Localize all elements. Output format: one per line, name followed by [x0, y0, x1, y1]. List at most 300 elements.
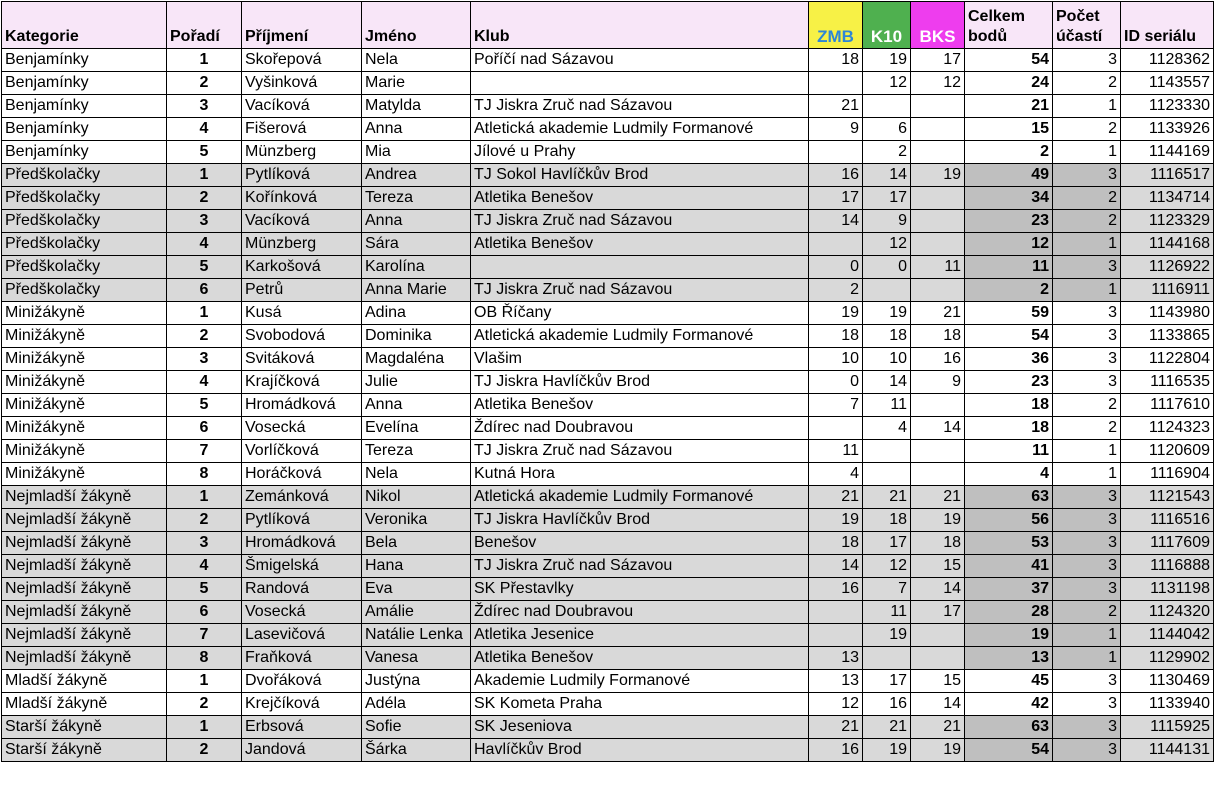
cell-zmb[interactable] — [809, 601, 863, 624]
cell-pocet-ucasti[interactable]: 3 — [1053, 371, 1121, 394]
cell-poradi[interactable]: 6 — [167, 279, 242, 302]
cell-celkem-bodu[interactable]: 54 — [965, 739, 1053, 762]
cell-prijmeni[interactable]: Erbsová — [242, 716, 362, 739]
cell-k10[interactable] — [863, 95, 911, 118]
cell-pocet-ucasti[interactable]: 1 — [1053, 141, 1121, 164]
cell-prijmeni[interactable]: Vosecká — [242, 417, 362, 440]
cell-kategorie[interactable]: Nejmladší žákyně — [2, 601, 167, 624]
cell-poradi[interactable]: 2 — [167, 509, 242, 532]
header-poradi[interactable]: Pořadí — [167, 2, 242, 49]
cell-bks[interactable]: 19 — [911, 739, 965, 762]
cell-klub[interactable]: Atletika Benešov — [471, 187, 809, 210]
cell-celkem-bodu[interactable]: 63 — [965, 486, 1053, 509]
cell-zmb[interactable]: 17 — [809, 187, 863, 210]
cell-klub[interactable]: Atletika Benešov — [471, 647, 809, 670]
cell-bks[interactable]: 21 — [911, 716, 965, 739]
cell-prijmeni[interactable]: Skořepová — [242, 49, 362, 72]
cell-pocet-ucasti[interactable]: 2 — [1053, 417, 1121, 440]
cell-pocet-ucasti[interactable]: 3 — [1053, 164, 1121, 187]
cell-id-serialu[interactable]: 1130469 — [1121, 670, 1214, 693]
cell-poradi[interactable]: 4 — [167, 118, 242, 141]
cell-poradi[interactable]: 2 — [167, 187, 242, 210]
cell-poradi[interactable]: 3 — [167, 532, 242, 555]
cell-zmb[interactable]: 19 — [809, 302, 863, 325]
cell-prijmeni[interactable]: Fišerová — [242, 118, 362, 141]
cell-id-serialu[interactable]: 1116904 — [1121, 463, 1214, 486]
cell-zmb[interactable]: 18 — [809, 532, 863, 555]
cell-k10[interactable]: 18 — [863, 325, 911, 348]
cell-bks[interactable] — [911, 141, 965, 164]
cell-k10[interactable]: 9 — [863, 210, 911, 233]
cell-klub[interactable]: Kutná Hora — [471, 463, 809, 486]
cell-id-serialu[interactable]: 1117609 — [1121, 532, 1214, 555]
cell-kategorie[interactable]: Minižákyně — [2, 440, 167, 463]
cell-k10[interactable]: 21 — [863, 486, 911, 509]
cell-poradi[interactable]: 5 — [167, 394, 242, 417]
cell-kategorie[interactable]: Benjamínky — [2, 72, 167, 95]
cell-celkem-bodu[interactable]: 11 — [965, 256, 1053, 279]
cell-kategorie[interactable]: Nejmladší žákyně — [2, 509, 167, 532]
cell-k10[interactable] — [863, 463, 911, 486]
cell-bks[interactable] — [911, 95, 965, 118]
cell-bks[interactable]: 15 — [911, 670, 965, 693]
cell-id-serialu[interactable]: 1143980 — [1121, 302, 1214, 325]
cell-kategorie[interactable]: Minižákyně — [2, 371, 167, 394]
cell-klub[interactable]: SK Jeseniova — [471, 716, 809, 739]
cell-k10[interactable]: 17 — [863, 532, 911, 555]
cell-prijmeni[interactable]: Karkošová — [242, 256, 362, 279]
cell-prijmeni[interactable]: Pytlíková — [242, 164, 362, 187]
cell-bks[interactable] — [911, 187, 965, 210]
cell-zmb[interactable]: 16 — [809, 739, 863, 762]
cell-bks[interactable] — [911, 118, 965, 141]
cell-kategorie[interactable]: Nejmladší žákyně — [2, 624, 167, 647]
cell-jmeno[interactable]: Šárka — [362, 739, 471, 762]
cell-kategorie[interactable]: Předškolačky — [2, 233, 167, 256]
cell-bks[interactable] — [911, 233, 965, 256]
cell-zmb[interactable]: 16 — [809, 164, 863, 187]
cell-klub[interactable] — [471, 72, 809, 95]
cell-zmb[interactable]: 21 — [809, 95, 863, 118]
cell-kategorie[interactable]: Starší žákyně — [2, 739, 167, 762]
cell-pocet-ucasti[interactable]: 2 — [1053, 394, 1121, 417]
cell-pocet-ucasti[interactable]: 1 — [1053, 624, 1121, 647]
cell-klub[interactable]: Atletika Benešov — [471, 394, 809, 417]
cell-k10[interactable]: 14 — [863, 164, 911, 187]
cell-zmb[interactable]: 10 — [809, 348, 863, 371]
cell-klub[interactable]: Atletika Jesenice — [471, 624, 809, 647]
cell-id-serialu[interactable]: 1123329 — [1121, 210, 1214, 233]
cell-jmeno[interactable]: Amálie — [362, 601, 471, 624]
cell-poradi[interactable]: 1 — [167, 164, 242, 187]
cell-id-serialu[interactable]: 1117610 — [1121, 394, 1214, 417]
cell-k10[interactable]: 12 — [863, 72, 911, 95]
cell-klub[interactable]: OB Říčany — [471, 302, 809, 325]
cell-kategorie[interactable]: Nejmladší žákyně — [2, 578, 167, 601]
cell-pocet-ucasti[interactable]: 2 — [1053, 118, 1121, 141]
cell-prijmeni[interactable]: Lasevičová — [242, 624, 362, 647]
cell-klub[interactable]: TJ Sokol Havlíčkův Brod — [471, 164, 809, 187]
cell-prijmeni[interactable]: Kusá — [242, 302, 362, 325]
cell-klub[interactable]: Akademie Ludmily Formanové — [471, 670, 809, 693]
cell-jmeno[interactable]: Natálie Lenka — [362, 624, 471, 647]
cell-pocet-ucasti[interactable]: 2 — [1053, 210, 1121, 233]
cell-id-serialu[interactable]: 1128362 — [1121, 49, 1214, 72]
header-kategorie[interactable]: Kategorie — [2, 2, 167, 49]
cell-pocet-ucasti[interactable]: 3 — [1053, 555, 1121, 578]
cell-id-serialu[interactable]: 1129902 — [1121, 647, 1214, 670]
cell-zmb[interactable]: 14 — [809, 210, 863, 233]
cell-celkem-bodu[interactable]: 18 — [965, 417, 1053, 440]
cell-kategorie[interactable]: Nejmladší žákyně — [2, 647, 167, 670]
cell-kategorie[interactable]: Mladší žákyně — [2, 670, 167, 693]
cell-jmeno[interactable]: Adéla — [362, 693, 471, 716]
cell-poradi[interactable]: 8 — [167, 463, 242, 486]
cell-k10[interactable]: 17 — [863, 187, 911, 210]
cell-klub[interactable]: Ždírec nad Doubravou — [471, 601, 809, 624]
cell-k10[interactable]: 19 — [863, 739, 911, 762]
cell-kategorie[interactable]: Nejmladší žákyně — [2, 532, 167, 555]
cell-zmb[interactable]: 4 — [809, 463, 863, 486]
cell-prijmeni[interactable]: Šmigelská — [242, 555, 362, 578]
cell-pocet-ucasti[interactable]: 3 — [1053, 532, 1121, 555]
cell-klub[interactable]: Jílové u Prahy — [471, 141, 809, 164]
header-id-serialu[interactable]: ID seriálu — [1121, 2, 1214, 49]
cell-prijmeni[interactable]: Fraňková — [242, 647, 362, 670]
cell-jmeno[interactable]: Tereza — [362, 187, 471, 210]
cell-celkem-bodu[interactable]: 42 — [965, 693, 1053, 716]
cell-poradi[interactable]: 4 — [167, 233, 242, 256]
cell-kategorie[interactable]: Předškolačky — [2, 279, 167, 302]
cell-bks[interactable] — [911, 624, 965, 647]
cell-id-serialu[interactable]: 1116517 — [1121, 164, 1214, 187]
cell-kategorie[interactable]: Minižákyně — [2, 302, 167, 325]
cell-kategorie[interactable]: Benjamínky — [2, 49, 167, 72]
cell-prijmeni[interactable]: Horáčková — [242, 463, 362, 486]
cell-jmeno[interactable]: Tereza — [362, 440, 471, 463]
cell-klub[interactable]: TJ Jiskra Havlíčkův Brod — [471, 509, 809, 532]
cell-bks[interactable]: 18 — [911, 532, 965, 555]
cell-klub[interactable]: SK Přestavlky — [471, 578, 809, 601]
cell-bks[interactable] — [911, 440, 965, 463]
cell-k10[interactable] — [863, 647, 911, 670]
cell-bks[interactable]: 18 — [911, 325, 965, 348]
cell-k10[interactable]: 19 — [863, 624, 911, 647]
cell-bks[interactable] — [911, 463, 965, 486]
cell-poradi[interactable]: 3 — [167, 348, 242, 371]
cell-jmeno[interactable]: Evelína — [362, 417, 471, 440]
cell-prijmeni[interactable]: Pytlíková — [242, 509, 362, 532]
cell-id-serialu[interactable]: 1124323 — [1121, 417, 1214, 440]
cell-kategorie[interactable]: Předškolačky — [2, 256, 167, 279]
cell-prijmeni[interactable]: Kořínková — [242, 187, 362, 210]
cell-zmb[interactable]: 12 — [809, 693, 863, 716]
cell-celkem-bodu[interactable]: 59 — [965, 302, 1053, 325]
cell-jmeno[interactable]: Veronika — [362, 509, 471, 532]
cell-kategorie[interactable]: Benjamínky — [2, 95, 167, 118]
cell-zmb[interactable]: 13 — [809, 670, 863, 693]
cell-kategorie[interactable]: Předškolačky — [2, 164, 167, 187]
cell-kategorie[interactable]: Předškolačky — [2, 187, 167, 210]
cell-zmb[interactable] — [809, 233, 863, 256]
cell-poradi[interactable]: 1 — [167, 302, 242, 325]
cell-celkem-bodu[interactable]: 34 — [965, 187, 1053, 210]
cell-id-serialu[interactable]: 1116535 — [1121, 371, 1214, 394]
cell-bks[interactable]: 16 — [911, 348, 965, 371]
cell-k10[interactable]: 11 — [863, 601, 911, 624]
cell-pocet-ucasti[interactable]: 3 — [1053, 670, 1121, 693]
cell-k10[interactable]: 2 — [863, 141, 911, 164]
cell-jmeno[interactable]: Anna — [362, 210, 471, 233]
cell-prijmeni[interactable]: Svobodová — [242, 325, 362, 348]
cell-bks[interactable]: 15 — [911, 555, 965, 578]
cell-prijmeni[interactable]: Münzberg — [242, 141, 362, 164]
cell-klub[interactable]: TJ Jiskra Zruč nad Sázavou — [471, 210, 809, 233]
cell-prijmeni[interactable]: Vacíková — [242, 210, 362, 233]
cell-poradi[interactable]: 2 — [167, 325, 242, 348]
cell-bks[interactable]: 21 — [911, 486, 965, 509]
cell-id-serialu[interactable]: 1122804 — [1121, 348, 1214, 371]
cell-jmeno[interactable]: Dominika — [362, 325, 471, 348]
cell-jmeno[interactable]: Mia — [362, 141, 471, 164]
cell-celkem-bodu[interactable]: 12 — [965, 233, 1053, 256]
cell-zmb[interactable]: 2 — [809, 279, 863, 302]
cell-celkem-bodu[interactable]: 56 — [965, 509, 1053, 532]
cell-bks[interactable]: 14 — [911, 693, 965, 716]
cell-id-serialu[interactable]: 1134714 — [1121, 187, 1214, 210]
header-k10[interactable]: K10 — [863, 2, 911, 49]
cell-kategorie[interactable]: Benjamínky — [2, 118, 167, 141]
cell-kategorie[interactable]: Minižákyně — [2, 348, 167, 371]
cell-bks[interactable]: 21 — [911, 302, 965, 325]
cell-jmeno[interactable]: Nela — [362, 49, 471, 72]
cell-klub[interactable]: Poříčí nad Sázavou — [471, 49, 809, 72]
cell-celkem-bodu[interactable]: 23 — [965, 371, 1053, 394]
cell-jmeno[interactable]: Matylda — [362, 95, 471, 118]
cell-pocet-ucasti[interactable]: 3 — [1053, 348, 1121, 371]
cell-poradi[interactable]: 3 — [167, 210, 242, 233]
cell-celkem-bodu[interactable]: 2 — [965, 141, 1053, 164]
cell-k10[interactable]: 12 — [863, 555, 911, 578]
cell-poradi[interactable]: 8 — [167, 647, 242, 670]
cell-celkem-bodu[interactable]: 18 — [965, 394, 1053, 417]
cell-jmeno[interactable]: Adina — [362, 302, 471, 325]
cell-zmb[interactable]: 18 — [809, 325, 863, 348]
header-jmeno[interactable]: Jméno — [362, 2, 471, 49]
cell-zmb[interactable]: 11 — [809, 440, 863, 463]
cell-prijmeni[interactable]: Vosecká — [242, 601, 362, 624]
cell-prijmeni[interactable]: Vyšinková — [242, 72, 362, 95]
cell-k10[interactable]: 11 — [863, 394, 911, 417]
cell-bks[interactable]: 11 — [911, 256, 965, 279]
cell-poradi[interactable]: 2 — [167, 72, 242, 95]
cell-zmb[interactable] — [809, 141, 863, 164]
cell-jmeno[interactable]: Nela — [362, 463, 471, 486]
cell-poradi[interactable]: 2 — [167, 739, 242, 762]
cell-jmeno[interactable]: Anna — [362, 118, 471, 141]
cell-bks[interactable]: 9 — [911, 371, 965, 394]
cell-pocet-ucasti[interactable]: 1 — [1053, 463, 1121, 486]
cell-zmb[interactable] — [809, 624, 863, 647]
cell-prijmeni[interactable]: Krajíčková — [242, 371, 362, 394]
cell-jmeno[interactable]: Anna Marie — [362, 279, 471, 302]
cell-prijmeni[interactable]: Dvořáková — [242, 670, 362, 693]
cell-klub[interactable]: TJ Jiskra Zruč nad Sázavou — [471, 555, 809, 578]
cell-id-serialu[interactable]: 1121543 — [1121, 486, 1214, 509]
cell-celkem-bodu[interactable]: 41 — [965, 555, 1053, 578]
cell-celkem-bodu[interactable]: 63 — [965, 716, 1053, 739]
cell-jmeno[interactable]: Andrea — [362, 164, 471, 187]
cell-id-serialu[interactable]: 1144169 — [1121, 141, 1214, 164]
cell-zmb[interactable]: 7 — [809, 394, 863, 417]
cell-id-serialu[interactable]: 1120609 — [1121, 440, 1214, 463]
cell-klub[interactable]: Havlíčkův Brod — [471, 739, 809, 762]
cell-celkem-bodu[interactable]: 24 — [965, 72, 1053, 95]
cell-id-serialu[interactable]: 1144168 — [1121, 233, 1214, 256]
cell-prijmeni[interactable]: Randová — [242, 578, 362, 601]
cell-celkem-bodu[interactable]: 54 — [965, 49, 1053, 72]
cell-prijmeni[interactable]: Hromádková — [242, 532, 362, 555]
cell-kategorie[interactable]: Benjamínky — [2, 141, 167, 164]
cell-klub[interactable]: TJ Jiskra Zruč nad Sázavou — [471, 95, 809, 118]
header-bks[interactable]: BKS — [911, 2, 965, 49]
cell-bks[interactable]: 14 — [911, 417, 965, 440]
cell-zmb[interactable]: 0 — [809, 256, 863, 279]
cell-kategorie[interactable]: Mladší žákyně — [2, 693, 167, 716]
cell-k10[interactable]: 19 — [863, 302, 911, 325]
cell-jmeno[interactable]: Justýna — [362, 670, 471, 693]
cell-poradi[interactable]: 1 — [167, 49, 242, 72]
cell-id-serialu[interactable]: 1124320 — [1121, 601, 1214, 624]
cell-pocet-ucasti[interactable]: 1 — [1053, 95, 1121, 118]
cell-jmeno[interactable]: Sára — [362, 233, 471, 256]
cell-klub[interactable]: Atletická akademie Ludmily Formanové — [471, 325, 809, 348]
cell-pocet-ucasti[interactable]: 3 — [1053, 739, 1121, 762]
cell-jmeno[interactable]: Vanesa — [362, 647, 471, 670]
cell-bks[interactable] — [911, 210, 965, 233]
cell-poradi[interactable]: 5 — [167, 256, 242, 279]
cell-pocet-ucasti[interactable]: 3 — [1053, 693, 1121, 716]
cell-kategorie[interactable]: Minižákyně — [2, 417, 167, 440]
cell-prijmeni[interactable]: Krejčíková — [242, 693, 362, 716]
cell-poradi[interactable]: 1 — [167, 486, 242, 509]
cell-prijmeni[interactable]: Hromádková — [242, 394, 362, 417]
cell-klub[interactable]: Atletická akademie Ludmily Formanové — [471, 118, 809, 141]
cell-pocet-ucasti[interactable]: 3 — [1053, 256, 1121, 279]
cell-id-serialu[interactable]: 1144042 — [1121, 624, 1214, 647]
cell-klub[interactable]: Atletická akademie Ludmily Formanové — [471, 486, 809, 509]
cell-k10[interactable]: 18 — [863, 509, 911, 532]
cell-zmb[interactable]: 16 — [809, 578, 863, 601]
cell-poradi[interactable]: 6 — [167, 417, 242, 440]
cell-id-serialu[interactable]: 1143557 — [1121, 72, 1214, 95]
cell-kategorie[interactable]: Nejmladší žákyně — [2, 555, 167, 578]
cell-jmeno[interactable]: Eva — [362, 578, 471, 601]
cell-celkem-bodu[interactable]: 36 — [965, 348, 1053, 371]
cell-celkem-bodu[interactable]: 15 — [965, 118, 1053, 141]
cell-zmb[interactable]: 13 — [809, 647, 863, 670]
cell-id-serialu[interactable]: 1126922 — [1121, 256, 1214, 279]
cell-pocet-ucasti[interactable]: 3 — [1053, 325, 1121, 348]
cell-id-serialu[interactable]: 1133940 — [1121, 693, 1214, 716]
cell-id-serialu[interactable]: 1115925 — [1121, 716, 1214, 739]
cell-zmb[interactable]: 0 — [809, 371, 863, 394]
cell-kategorie[interactable]: Minižákyně — [2, 394, 167, 417]
cell-poradi[interactable]: 5 — [167, 578, 242, 601]
header-zmb[interactable]: ZMB — [809, 2, 863, 49]
cell-id-serialu[interactable]: 1131198 — [1121, 578, 1214, 601]
cell-celkem-bodu[interactable]: 2 — [965, 279, 1053, 302]
cell-k10[interactable]: 4 — [863, 417, 911, 440]
cell-celkem-bodu[interactable]: 49 — [965, 164, 1053, 187]
cell-kategorie[interactable]: Předškolačky — [2, 210, 167, 233]
cell-celkem-bodu[interactable]: 4 — [965, 463, 1053, 486]
cell-zmb[interactable]: 19 — [809, 509, 863, 532]
cell-celkem-bodu[interactable]: 28 — [965, 601, 1053, 624]
cell-zmb[interactable]: 18 — [809, 49, 863, 72]
cell-pocet-ucasti[interactable]: 1 — [1053, 647, 1121, 670]
cell-id-serialu[interactable]: 1123330 — [1121, 95, 1214, 118]
cell-pocet-ucasti[interactable]: 3 — [1053, 49, 1121, 72]
cell-celkem-bodu[interactable]: 23 — [965, 210, 1053, 233]
cell-k10[interactable]: 10 — [863, 348, 911, 371]
cell-pocet-ucasti[interactable]: 2 — [1053, 187, 1121, 210]
cell-bks[interactable] — [911, 279, 965, 302]
header-pocet-ucasti[interactable]: Počet účastí — [1053, 2, 1121, 49]
cell-k10[interactable]: 0 — [863, 256, 911, 279]
cell-poradi[interactable]: 3 — [167, 95, 242, 118]
cell-pocet-ucasti[interactable]: 3 — [1053, 716, 1121, 739]
cell-celkem-bodu[interactable]: 21 — [965, 95, 1053, 118]
header-klub[interactable]: Klub — [471, 2, 809, 49]
cell-celkem-bodu[interactable]: 13 — [965, 647, 1053, 670]
cell-jmeno[interactable]: Hana — [362, 555, 471, 578]
header-prijmeni[interactable]: Příjmení — [242, 2, 362, 49]
cell-kategorie[interactable]: Minižákyně — [2, 463, 167, 486]
cell-poradi[interactable]: 7 — [167, 440, 242, 463]
cell-poradi[interactable]: 4 — [167, 371, 242, 394]
cell-pocet-ucasti[interactable]: 3 — [1053, 486, 1121, 509]
cell-poradi[interactable]: 1 — [167, 670, 242, 693]
cell-kategorie[interactable]: Nejmladší žákyně — [2, 486, 167, 509]
cell-bks[interactable]: 19 — [911, 164, 965, 187]
cell-kategorie[interactable]: Minižákyně — [2, 325, 167, 348]
cell-jmeno[interactable]: Marie — [362, 72, 471, 95]
cell-pocet-ucasti[interactable]: 1 — [1053, 440, 1121, 463]
cell-bks[interactable]: 19 — [911, 509, 965, 532]
cell-zmb[interactable] — [809, 417, 863, 440]
cell-prijmeni[interactable]: Zemánková — [242, 486, 362, 509]
cell-jmeno[interactable]: Anna — [362, 394, 471, 417]
cell-pocet-ucasti[interactable]: 3 — [1053, 509, 1121, 532]
cell-zmb[interactable]: 9 — [809, 118, 863, 141]
cell-zmb[interactable]: 21 — [809, 486, 863, 509]
cell-celkem-bodu[interactable]: 37 — [965, 578, 1053, 601]
cell-k10[interactable]: 16 — [863, 693, 911, 716]
cell-jmeno[interactable]: Karolína — [362, 256, 471, 279]
cell-zmb[interactable]: 21 — [809, 716, 863, 739]
cell-id-serialu[interactable]: 1133865 — [1121, 325, 1214, 348]
cell-prijmeni[interactable]: Vacíková — [242, 95, 362, 118]
cell-pocet-ucasti[interactable]: 2 — [1053, 601, 1121, 624]
cell-klub[interactable]: TJ Jiskra Havlíčkův Brod — [471, 371, 809, 394]
cell-jmeno[interactable]: Magdaléna — [362, 348, 471, 371]
cell-klub[interactable]: SK Kometa Praha — [471, 693, 809, 716]
cell-celkem-bodu[interactable]: 54 — [965, 325, 1053, 348]
cell-bks[interactable]: 17 — [911, 601, 965, 624]
cell-prijmeni[interactable]: Vorlíčková — [242, 440, 362, 463]
cell-pocet-ucasti[interactable]: 2 — [1053, 72, 1121, 95]
